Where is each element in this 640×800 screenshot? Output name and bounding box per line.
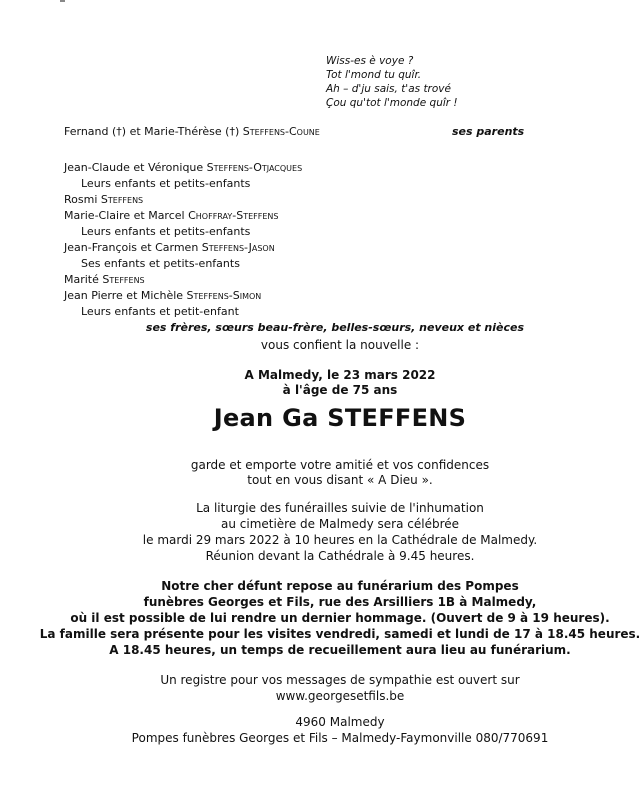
sibling-row — [64, 160, 544, 176]
liturgy-line: le mardi 29 mars 2022 à 10 heures en la Cathédrale de Malmedy. — [142, 533, 538, 547]
sibling-row — [64, 192, 544, 208]
funerarium-line: La famille sera présente pour les visites vendredi, samedi et lundi de 17 à 18.45 heures. — [39, 627, 640, 641]
parents-row — [64, 124, 544, 140]
place-date-block — [0, 368, 640, 398]
top-mark — [60, 0, 65, 2]
sibling-surname: Choffray-Steffens — [188, 209, 279, 222]
farewell-text — [0, 458, 640, 488]
footer-company: Pompes funèbres Georges et Fils – Malmedy-Faymonville 080/770691 — [131, 731, 549, 745]
family-list — [64, 124, 544, 336]
liturgy-text — [0, 500, 640, 564]
poem-line: Tot l'mond tu quîr. — [326, 69, 422, 81]
sibling-row — [64, 272, 544, 288]
poem-line: Wiss-es è voye ? — [326, 55, 414, 67]
sibling-row — [64, 288, 544, 304]
funerarium-line: funèbres Georges et Fils, rue des Arsilliers 1B à Malmedy, — [143, 595, 537, 609]
sibling-surname: Steffens-Otjacques — [206, 161, 303, 174]
funerarium-line: A 18.45 heures, un temps de recueillement aura lieu au funérarium. — [109, 643, 571, 657]
sibling-names: Jean-Claude et Véronique — [64, 161, 207, 174]
liturgy-line: au cimetière de Malmedy sera célébrée — [220, 517, 459, 531]
place-date: A Malmedy, le 23 mars 2022 — [244, 368, 436, 382]
siblings-summary: ses frères, sœurs beau-frère, belles-sœurs, neveux et nièces — [145, 321, 524, 334]
funerarium-line: où il est possible de lui rendre un dernier hommage. (Ouvert de 9 à 19 heures). — [70, 611, 610, 625]
announce-text: vous confient la nouvelle : — [260, 338, 420, 352]
sibling-names: Rosmi — [64, 193, 101, 206]
sibling-surname: Steffens — [100, 193, 144, 206]
funerarium-text — [0, 578, 640, 658]
liturgy-line: La liturgie des funérailles suivie de l'inhumation — [196, 501, 484, 515]
sibling-names: Jean-François et Carmen — [64, 241, 202, 254]
sibling-names: Marité — [64, 273, 103, 286]
deceased-name: Jean Ga STEFFENS — [213, 404, 467, 432]
footer — [0, 714, 640, 746]
parents-role: ses parents — [452, 125, 525, 138]
farewell-line: garde et emporte votre amitié et vos confidences — [190, 458, 490, 472]
sibling-names: Jean Pierre et Michèle — [64, 289, 187, 302]
parents-surname: Steffens-Coune — [242, 125, 320, 138]
sibling-children: Leurs enfants et petit-enfant — [81, 305, 239, 318]
sibling-children: Leurs enfants et petits-enfants — [81, 225, 251, 238]
sibling-names: Marie-Claire et Marcel — [64, 209, 189, 222]
sibling-children: Leurs enfants et petits-enfants — [81, 177, 251, 190]
website-link[interactable]: www.georgesetfils.be — [275, 689, 405, 703]
age: à l'âge de 75 ans — [282, 383, 398, 397]
poem — [326, 54, 458, 110]
sibling-children: Ses enfants et petits-enfants — [81, 257, 240, 270]
poem-line: Ah – d'ju sais, t'as trové — [326, 83, 451, 95]
register-line: Un registre pour vos messages de sympathie est ouvert sur — [160, 673, 520, 687]
farewell-line: tout en vous disant « A Dieu ». — [247, 473, 433, 487]
register-text — [0, 672, 640, 704]
parents-names: Fernand (†) et Marie-Thérèse (†) — [64, 125, 243, 138]
poem-line: Çou qu'tot l'monde quîr ! — [326, 97, 458, 109]
sibling-row — [64, 208, 544, 224]
sibling-surname: Steffens — [102, 273, 145, 286]
sibling-row — [64, 240, 544, 256]
sibling-surname: Steffens-Jason — [201, 241, 275, 254]
footer-city: 4960 Malmedy — [295, 715, 385, 729]
liturgy-line: Réunion devant la Cathédrale à 9.45 heures. — [205, 549, 475, 563]
funerarium-line: Notre cher défunt repose au funérarium des Pompes — [161, 579, 519, 593]
sibling-surname: Steffens-Simon — [186, 289, 262, 302]
